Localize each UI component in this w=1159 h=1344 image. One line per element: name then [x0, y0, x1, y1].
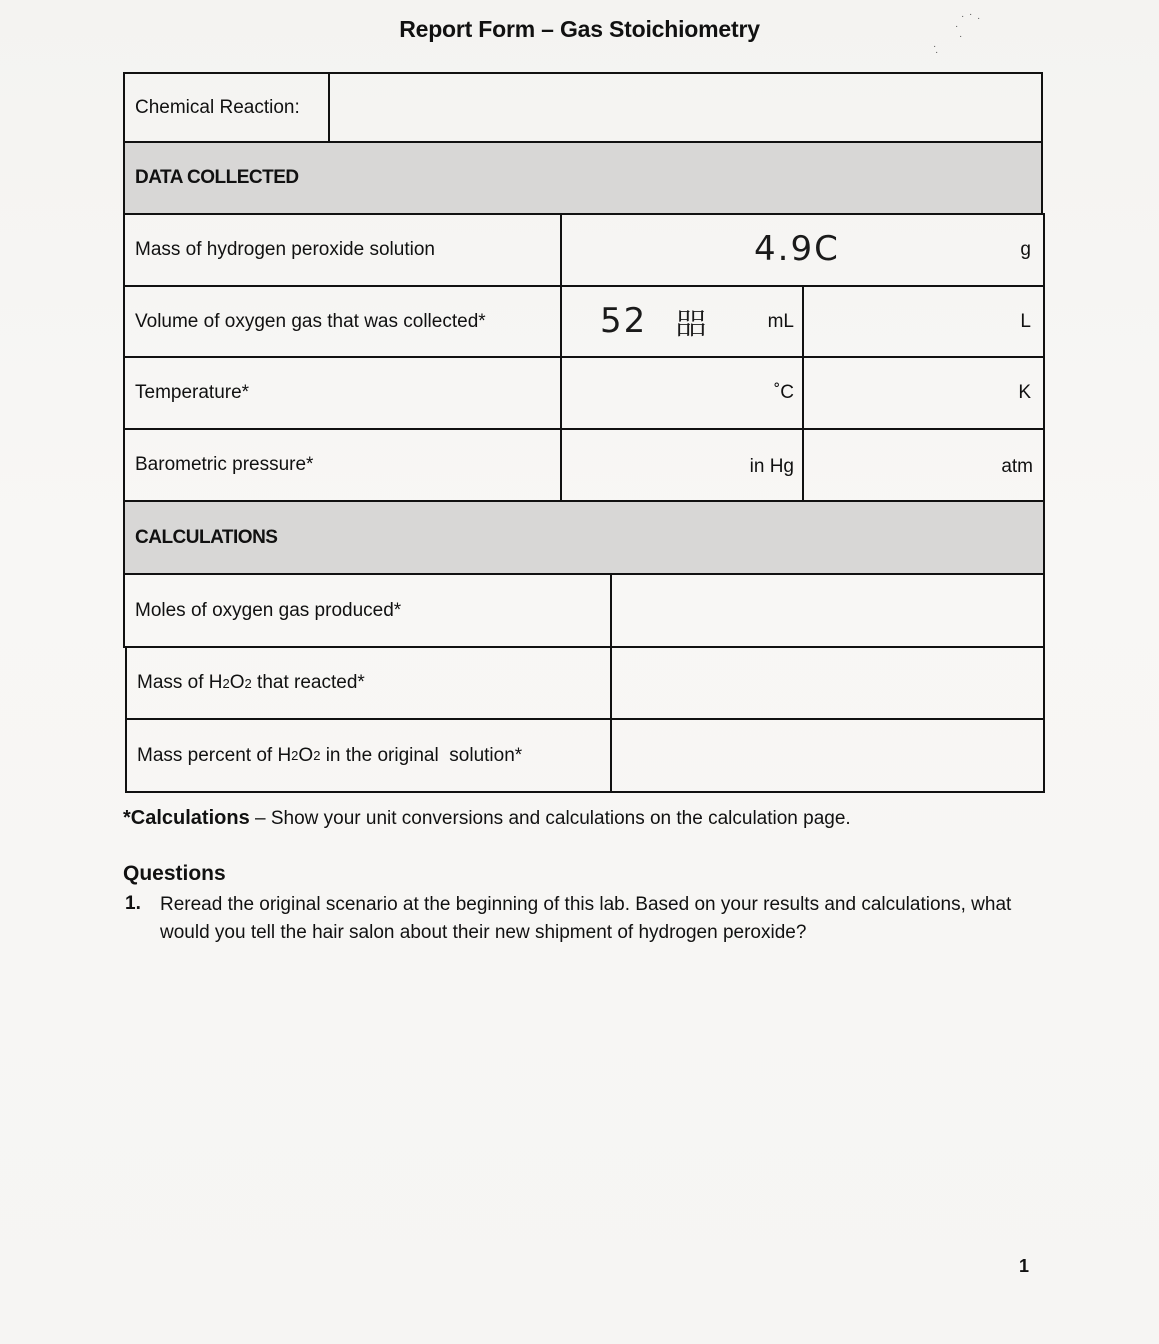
- pressure-label: Barometric pressure*: [135, 454, 314, 475]
- mass-percent-label: [127, 720, 612, 791]
- mass-h2o2-sub2: 2: [244, 675, 252, 691]
- moles-field[interactable]: [610, 575, 1043, 646]
- calculations-note: [123, 807, 851, 830]
- mass-percent-label-pre: Mass percent of H: [137, 744, 292, 766]
- chemical-reaction-row: [123, 72, 1043, 143]
- data-collected-title: DATA COLLECTED: [135, 167, 299, 188]
- volume-l-field[interactable]: [802, 287, 1043, 356]
- temperature-row: [123, 356, 1045, 430]
- paper-specks: · · · · · · ·: [933, 9, 981, 58]
- mass-percent-label-mid: O: [298, 744, 314, 766]
- chemical-reaction-field[interactable]: [328, 74, 1041, 141]
- pressure-atm-unit: atm: [1001, 456, 1033, 477]
- questions-heading: Questions: [123, 862, 226, 885]
- mass-handwritten-value: 4.9C: [754, 229, 840, 269]
- volume-ml-field[interactable]: [560, 287, 804, 356]
- temperature-c-unit: ˚C: [773, 382, 794, 403]
- mass-h2o2-field[interactable]: [610, 648, 1043, 718]
- page-title: Report Form – Gas Stoichiometry: [399, 16, 760, 42]
- pressure-inhg-unit: in Hg: [749, 456, 794, 477]
- mass-percent-row: [125, 718, 1045, 793]
- chemical-reaction-label: Chemical Reaction:: [135, 96, 300, 118]
- calculations-note-bold: *Calculations: [123, 807, 250, 829]
- calculations-title: CALCULATIONS: [135, 526, 278, 548]
- moles-label: Moles of oxygen gas produced*: [135, 599, 402, 621]
- mass-h2o2-sub1: 2: [222, 675, 230, 691]
- pressure-atm-field[interactable]: [802, 430, 1043, 500]
- calculations-note-text: – Show your unit conversions and calculations on the calculation page.: [249, 808, 851, 829]
- mass-h2o2-label: [127, 648, 612, 718]
- data-collected-header: [123, 141, 1043, 215]
- temperature-k-unit: K: [1018, 382, 1031, 403]
- volume-scribble: 㗊: [676, 307, 708, 342]
- mass-percent-sub2: 2: [313, 748, 321, 763]
- mass-h2o2-label-pre: Mass of H: [137, 672, 223, 693]
- mass-field[interactable]: [560, 215, 1043, 285]
- mass-unit: g: [1020, 239, 1031, 260]
- volume-l-unit: L: [1020, 311, 1031, 332]
- volume-handwritten-value: 52: [600, 301, 648, 341]
- volume-label: Volume of oxygen gas that was collected*: [135, 310, 486, 332]
- mass-row: [123, 213, 1045, 287]
- page-number: 1: [1019, 1256, 1030, 1276]
- volume-row: [123, 285, 1045, 358]
- moles-row: [123, 573, 1045, 648]
- calculations-header: [123, 500, 1045, 575]
- pressure-row: [123, 428, 1045, 502]
- mass-h2o2-label-post: that reacted*: [251, 672, 365, 693]
- question-1-number: 1.: [125, 893, 141, 914]
- mass-h2o2-label-mid: O: [229, 672, 245, 693]
- mass-percent-sub1: 2: [291, 748, 299, 763]
- pressure-inhg-field[interactable]: [560, 430, 804, 500]
- temperature-c-field[interactable]: [560, 358, 804, 428]
- mass-percent-label-post: in the original solution*: [320, 744, 523, 766]
- mass-h2o2-row: [125, 646, 1045, 720]
- temperature-label: Temperature*: [135, 382, 250, 403]
- temperature-k-field[interactable]: [802, 358, 1043, 428]
- mass-percent-field[interactable]: [610, 720, 1043, 791]
- mass-label: Mass of hydrogen peroxide solution: [135, 239, 435, 260]
- volume-ml-unit: mL: [767, 311, 794, 332]
- question-1-text: Reread the original scenario at the beginning of this lab. Based on your results and calculations, what would you tell the hair salon about their new shipment of hydrogen peroxide?: [160, 894, 1012, 943]
